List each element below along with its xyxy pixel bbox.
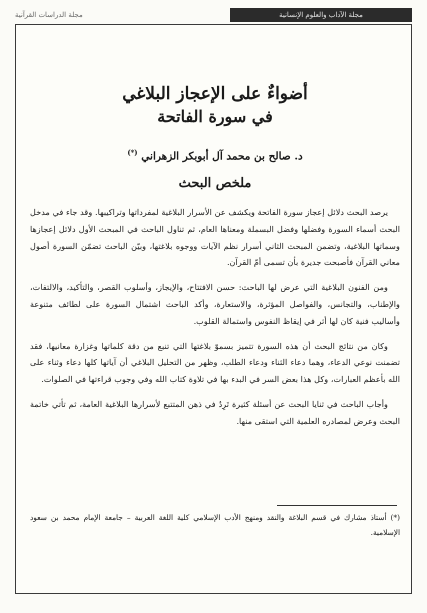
section-label: مجلة الدراسات القرآنية: [15, 11, 83, 19]
title-line-2: في سورة الفاتحة: [157, 107, 273, 126]
journal-name: مجلة الآداب والعلوم الإنسانية: [230, 8, 412, 22]
abstract-paragraph: وأجاب الباحث في ثنايا البحث عن أسئلة كثيرة تَرِدُ في ذهن المتتبع لأسرارها البلاغية العامة، ثم تأتي خاتمة البحث وعرض لمصادره العلمية التي استقى منها.: [30, 398, 400, 426]
abstract-paragraph: ومن الفنون البلاغية التي عرض لها الباحث: حسن الافتتاح، والإيجاز، وأسلوب القصر، والتأكيد، والالتفات، والإطناب، والتجانس، والفواصل المؤثرة، والاستعارة، وأكد الباحث اشتمال السورة على لطائف متنوعة وأساليب فنية كان لها أثر في إيقاظ النفوس واستمالة القلوب.: [30, 282, 400, 326]
footnote-divider: [277, 505, 397, 506]
abstract-body: [30, 204, 400, 438]
article-title: [30, 82, 400, 128]
footnote: (*) أستاذ مشارك في قسم البلاغة والنقد ومنهج الأدب الإسلامي كلية اللغة العربية – جامعة الإمام محمد بن سعود الإسلامية.: [30, 513, 400, 537]
abstract-paragraph: وكان من نتائج البحث أن هذه السورة تتميز بسموّ بلاغتها التي تنبع من دقة كلماتها وغزارة معانيها، فقد تضمنت نوعي الدعاء، وهما دعاء الثناء ودعاء الطلب، وظهر من التحليل البلاغي أن آياتها كلها دعاء وثناء على الله بأعظم العبارات، وكل هذا بعض السر في البدء بها في تلاوة كتاب الله وفي وجوب قراءتها في الصلوات.: [30, 340, 400, 385]
abstract-paragraph: يرصد البحث دلائل إعجاز سورة الفاتحة ويكشف عن الأسرار البلاغية لمفرداتها وتراكيبها. وقد جاء في مدخل البحث أسماء السورة وفضلها وفضل البسملة ومعناها العام، ثم تناول الباحث في المبحث الأول دلائل إعجازها وسماتها البلاغية، وتضمن المبحث الثاني أسرار نظم الآيات ووجوه بلاغتها، وبيّن الباحث تضمّن السورة أصول معاني القرآن فأصبحت جديرة بأن تسمى أمّ القرآن.: [30, 207, 400, 268]
author-name: د. صالح بن محمد آل أبوبكر الزهراني: [141, 150, 303, 163]
author-line: [30, 148, 400, 163]
abstract-heading: ملخص البحث: [178, 176, 252, 191]
running-header: [15, 8, 412, 22]
author-footnote-marker: (*): [127, 148, 138, 157]
title-line-1: أضواءٌ على الإعجاز البلاغي: [122, 84, 308, 104]
